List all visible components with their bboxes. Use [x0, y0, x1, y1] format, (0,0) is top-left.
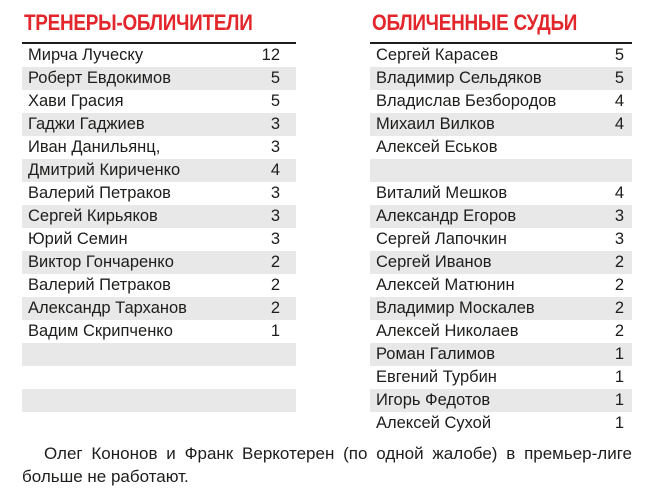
coach-count: 5	[270, 92, 280, 110]
referee-count: 5	[614, 46, 624, 64]
coach-row	[22, 113, 296, 136]
referee-count: 4	[614, 115, 624, 133]
referee-row	[370, 274, 632, 297]
referee-name: Владислав Безбородов	[376, 92, 557, 110]
referee-name: Алексей Еськов	[376, 138, 498, 156]
coach-name: Дмитрий Кириченко	[28, 161, 181, 179]
referee-name: Сергей Лапочкин	[376, 230, 507, 248]
coach-name: Мирча Луческу	[28, 46, 144, 64]
referee-name: Алексей Сухой	[376, 414, 492, 432]
referee-row	[370, 389, 632, 412]
coach-name: Хави Грасия	[28, 92, 124, 110]
coach-row	[22, 182, 296, 205]
referee-count: 1	[614, 368, 624, 386]
coach-row	[22, 389, 296, 412]
referee-count: 2	[614, 253, 624, 271]
coach-row	[22, 366, 296, 389]
coaches-header	[22, 0, 296, 44]
referee-name: Сергей Карасев	[376, 46, 499, 64]
referee-count: 2	[614, 276, 624, 294]
coach-count: 2	[270, 253, 280, 271]
coach-row	[22, 412, 296, 435]
referee-row	[370, 136, 632, 159]
referee-name: Виталий Мешков	[376, 184, 508, 202]
referee-row	[370, 90, 632, 113]
coach-row	[22, 320, 296, 343]
referee-row	[370, 297, 632, 320]
coach-count: 3	[270, 230, 280, 248]
referee-count: 1	[614, 391, 624, 409]
coach-count: 5	[270, 69, 280, 87]
coach-count: 3	[270, 115, 280, 133]
coach-name: Роберт Евдокимов	[28, 69, 171, 87]
coach-row	[22, 251, 296, 274]
referee-row	[370, 251, 632, 274]
coach-row	[22, 228, 296, 251]
referees-header	[370, 0, 632, 44]
coaches-column	[22, 0, 296, 435]
coach-count: 2	[270, 299, 280, 317]
referee-name: Владимир Сельдяков	[376, 69, 542, 87]
coach-count: 3	[270, 184, 280, 202]
referees-title: ОБЛИЧЕННЫЕ СУДЬИ	[372, 10, 578, 35]
coach-count: 3	[270, 207, 280, 225]
coach-row	[22, 67, 296, 90]
referee-name: Роман Галимов	[376, 345, 495, 363]
referee-row	[370, 343, 632, 366]
referee-count: 3	[614, 230, 624, 248]
coach-name: Александр Тарханов	[28, 299, 187, 317]
referee-row	[370, 67, 632, 90]
coach-row	[22, 297, 296, 320]
referee-name: Михаил Вилков	[376, 115, 495, 133]
referee-count: 1	[614, 345, 624, 363]
coach-name: Вадим Скрипченко	[28, 322, 173, 340]
coach-name: Сергей Кирьяков	[28, 207, 158, 225]
coach-row	[22, 343, 296, 366]
referee-count: 4	[614, 184, 624, 202]
referee-count: 3	[614, 207, 624, 225]
coach-count: 3	[270, 138, 280, 156]
coaches-list	[22, 44, 296, 435]
coach-row	[22, 205, 296, 228]
referee-row	[370, 113, 632, 136]
referee-row	[370, 182, 632, 205]
coach-row	[22, 274, 296, 297]
coach-row	[22, 159, 296, 182]
coach-row	[22, 44, 296, 67]
coach-name: Юрий Семин	[28, 230, 128, 248]
coach-name: Гаджи Гаджиев	[28, 115, 145, 133]
referee-name: Игорь Федотов	[376, 391, 491, 409]
referee-row	[370, 320, 632, 343]
referee-name: Алексей Матюнин	[376, 276, 515, 294]
referee-count: 2	[614, 299, 624, 317]
coach-count: 12	[261, 46, 280, 64]
coach-count: 4	[270, 161, 280, 179]
referee-count: 4	[614, 92, 624, 110]
referee-row	[370, 159, 632, 182]
coach-name: Иван Данильянц,	[28, 138, 161, 156]
referee-name: Евгений Турбин	[376, 368, 497, 386]
referees-list	[370, 44, 632, 435]
referee-row	[370, 366, 632, 389]
referee-count: 1	[614, 414, 624, 432]
coach-count: 2	[270, 276, 280, 294]
coach-row	[22, 90, 296, 113]
referee-name: Владимир Москалев	[376, 299, 535, 317]
coach-name: Валерий Петраков	[28, 184, 171, 202]
coach-name: Виктор Гончаренко	[28, 253, 174, 271]
coach-row	[22, 136, 296, 159]
referees-column	[370, 0, 632, 435]
referee-row	[370, 228, 632, 251]
coaches-title: ТРЕНЕРЫ-ОБЛИЧИТЕЛИ	[24, 10, 253, 35]
referee-name: Сергей Иванов	[376, 253, 492, 271]
referee-row	[370, 44, 632, 67]
referee-row	[370, 412, 632, 435]
coach-name: Валерий Петраков	[28, 276, 171, 294]
footnote: Олег Кононов и Франк Веркотерен (по одной жалобе) в премьер-лиге больше не работают.	[22, 444, 632, 486]
coach-count: 1	[270, 322, 280, 340]
referee-count: 5	[614, 69, 624, 87]
referee-count: 2	[614, 322, 624, 340]
referee-name: Алексей Николаев	[376, 322, 519, 340]
referee-row	[370, 205, 632, 228]
referee-name: Александр Егоров	[376, 207, 517, 225]
